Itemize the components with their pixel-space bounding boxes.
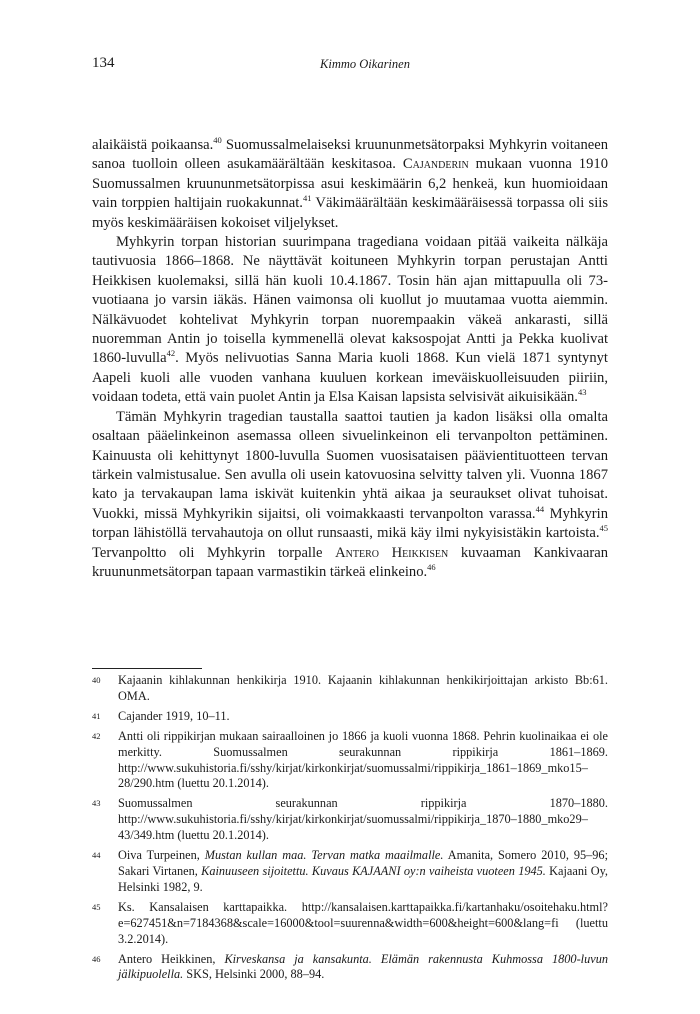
page-number: 134 bbox=[92, 55, 115, 71]
footnote-number: 41 bbox=[92, 710, 101, 721]
text-run: . Myös nelivuotias Sanna Maria kuoli 1868. Kun vielä 1871 syntynyt Aapeli kuoli alle vuoden vanhana kuuluen korkean imeväiskuolleisuuden piiriin, voidaan todeta, että vain puolet Antin ja Elsa Kaisan lapsista selvisivät aikuisikään. bbox=[92, 350, 608, 406]
footnote-reference: 42 bbox=[166, 348, 176, 359]
text-run: Tämän Myhkyrin tragedian taustalla saattoi tautien ja kadon lisäksi olla omalta osaltaan pääelinkeinon asemassa olleen sivuelinkeinon eli tervanpolton pettäminen. Kainuusta oli kehittynyt 1800-luvulla Suomen vuosisataisen päävientituotteen tervan tärkein valmistusalue. Sen avulla oli usein katovuosina selvitty talven yli. Vuonna 1867 kato ja tervakaupan lama iskivät kuitenkin yhtä aikaa ja seuraukset olivat tuhoisat. Vuokki, missä Myhkyrikin sijaitsi, oli voimakkaasti tervanpolton varassa. bbox=[92, 408, 608, 522]
text-run: alaikäistä poikaansa. bbox=[92, 137, 214, 153]
text-run: Antti oli rippikirjan mukaan sairaalloinen jo 1866 ja kuoli vuonna 1868. Pehrin kuolinaikaa ei ole merkitty. Suomussalmen seurakunnan rippikirja 1861–1869. http://www.sukuhistoria.fi/sshy/kirjat/kirkonkirjat/suomussalmi/rippikirja_1861–1869_mko15–28/290.htm (luettu 20.1.2014). bbox=[118, 728, 608, 791]
text-run: Ks. Kansalaisen karttapaikka. http://kansalaisen.karttapaikka.fi/kartanhaku/osoitehaku.html?e=627451&n=7184368&scale=16000&tool=suurenna&width=600&height=600&lang=fi (luettu 3.2.2014). bbox=[118, 899, 608, 946]
footnote-text bbox=[118, 952, 608, 984]
footnote bbox=[92, 796, 608, 844]
text-run: Myhkyrin torpan historian suurimpana tragediana voidaan pitää vaikeita nälkäja tautivuosia 1866–1868. Ne näyttävät koituneen Myhkyrin torpan perustajan Antti Heikkisen kuolemaksi, sillä hän kuoli 10.4.1867. Tosin hän ajan mittapuulla oli 73-vuotiaana jo varsin iäkäs. Hänen vaimonsa oli kuollut jo muutamaa vuotta aiemmin. Nälkävuodet kohtelivat Myhkyrin torpan nuorempaakin väkeä ankarasti, sillä nuoremman Antin jo toisella kymmenellä olevat kaksospojat Antti ja Pekka kuolivat 1860-luvulla bbox=[92, 234, 608, 367]
text-run: Suomussalmelaiseksi kruununmetsätorpaksi Myhkyrin voitaneen sanoa tuolloin olleen asukamäärältään keskitasoa. bbox=[92, 137, 609, 173]
footnote-rule bbox=[92, 668, 202, 669]
footnote-reference: 45 bbox=[599, 523, 608, 534]
book-title: Mustan kullan maa. Tervan matka maailmalle. bbox=[204, 848, 444, 863]
footnote-number: 43 bbox=[92, 798, 101, 809]
footnote-reference: 43 bbox=[577, 387, 587, 398]
footnote-number: 40 bbox=[92, 675, 101, 685]
footnote-reference: 44 bbox=[535, 503, 545, 514]
footnote-number: 44 bbox=[92, 850, 101, 861]
footnote bbox=[92, 673, 608, 705]
footnote-text bbox=[118, 900, 608, 948]
footnote-number: 45 bbox=[92, 901, 101, 912]
footnote-number: 42 bbox=[92, 730, 101, 741]
footnote-text bbox=[118, 709, 608, 725]
text-run: Amanita, Somero 2010, 95–96; Sakari Virtanen, bbox=[118, 848, 609, 878]
footnote-reference: 41 bbox=[302, 193, 312, 204]
text-run: Kajaanin kihlakunnan henkikirja 1910. Kajaanin kihlakunnan henkikirjoittajan arkisto Bb:61. OMA. bbox=[118, 673, 608, 703]
text-run: SKS, Helsinki 2000, 88–94. bbox=[183, 967, 325, 982]
body-text bbox=[92, 136, 608, 582]
footnote-text bbox=[118, 848, 608, 896]
paragraph bbox=[92, 408, 608, 583]
footnote bbox=[92, 952, 608, 984]
footnote bbox=[92, 729, 608, 793]
footnote-text bbox=[118, 673, 608, 705]
footnote-reference: 40 bbox=[213, 135, 222, 146]
text-run: Suomussalmen seurakunnan rippikirja 1870–1880. http://www.sukuhistoria.fi/sshy/kirjat/kirkonkirjat/suomussalmi/rippikirja_1870–1880_mko29–43/349.htm (luettu 20.1.2014). bbox=[118, 796, 608, 843]
text-run: kuvaaman Kankivaaran kruununmetsätorpan tapaan varmastikin tärkeä elinkeino. bbox=[92, 544, 608, 580]
footnote bbox=[92, 848, 608, 896]
text-run: mukaan vuonna 1910 Suomussalmen kruununmetsätorpissa asui keskimäärin 6,2 henkeä, kun huomioidaan vain torppien haltijain ruokakunnat. bbox=[92, 156, 608, 212]
paragraph bbox=[92, 233, 608, 408]
text-run: Myhkyrin torpan lähistöllä tervahautoja on ollut runsaasti, mikä käy ilmi nykyisistäkin kartoista. bbox=[92, 505, 608, 542]
text-run: Oiva Turpeinen, bbox=[118, 848, 205, 863]
text-run: Antero Heikkinen, bbox=[118, 951, 225, 966]
running-head: Kimmo Oikarinen bbox=[320, 57, 410, 71]
footnote-text bbox=[118, 729, 608, 793]
footnote-number: 46 bbox=[92, 953, 101, 964]
footnote bbox=[92, 709, 608, 725]
text-run: Kajaani Oy, Helsinki 1982, 9. bbox=[118, 863, 608, 894]
author-name-smallcaps: Antero Heikkisen bbox=[335, 544, 449, 561]
text-run: Väkimäärältään keskimääräisessä torpassa oli siis myös keskimääräisen kokoiset viljelykset. bbox=[92, 195, 608, 231]
footnotes bbox=[92, 673, 608, 987]
footnote-reference: 46 bbox=[427, 562, 436, 573]
text-run: Tervanpoltto oli Myhkyrin torpalle bbox=[92, 544, 336, 561]
text-run: Cajander 1919, 10–11. bbox=[118, 708, 230, 723]
book-title: Kirveskansa ja kansakunta. Elämän rakennusta Kuhmossa 1800-luvun jälkipuolella. bbox=[118, 951, 608, 982]
paragraph bbox=[92, 136, 608, 233]
author-name-smallcaps: Cajanderin bbox=[402, 156, 469, 173]
footnote-text bbox=[118, 796, 608, 844]
footnote bbox=[92, 900, 608, 948]
book-title: Kainuuseen sijoitettu. Kuvaus KAJAANI oy:n vaiheista vuoteen 1945. bbox=[201, 863, 546, 878]
